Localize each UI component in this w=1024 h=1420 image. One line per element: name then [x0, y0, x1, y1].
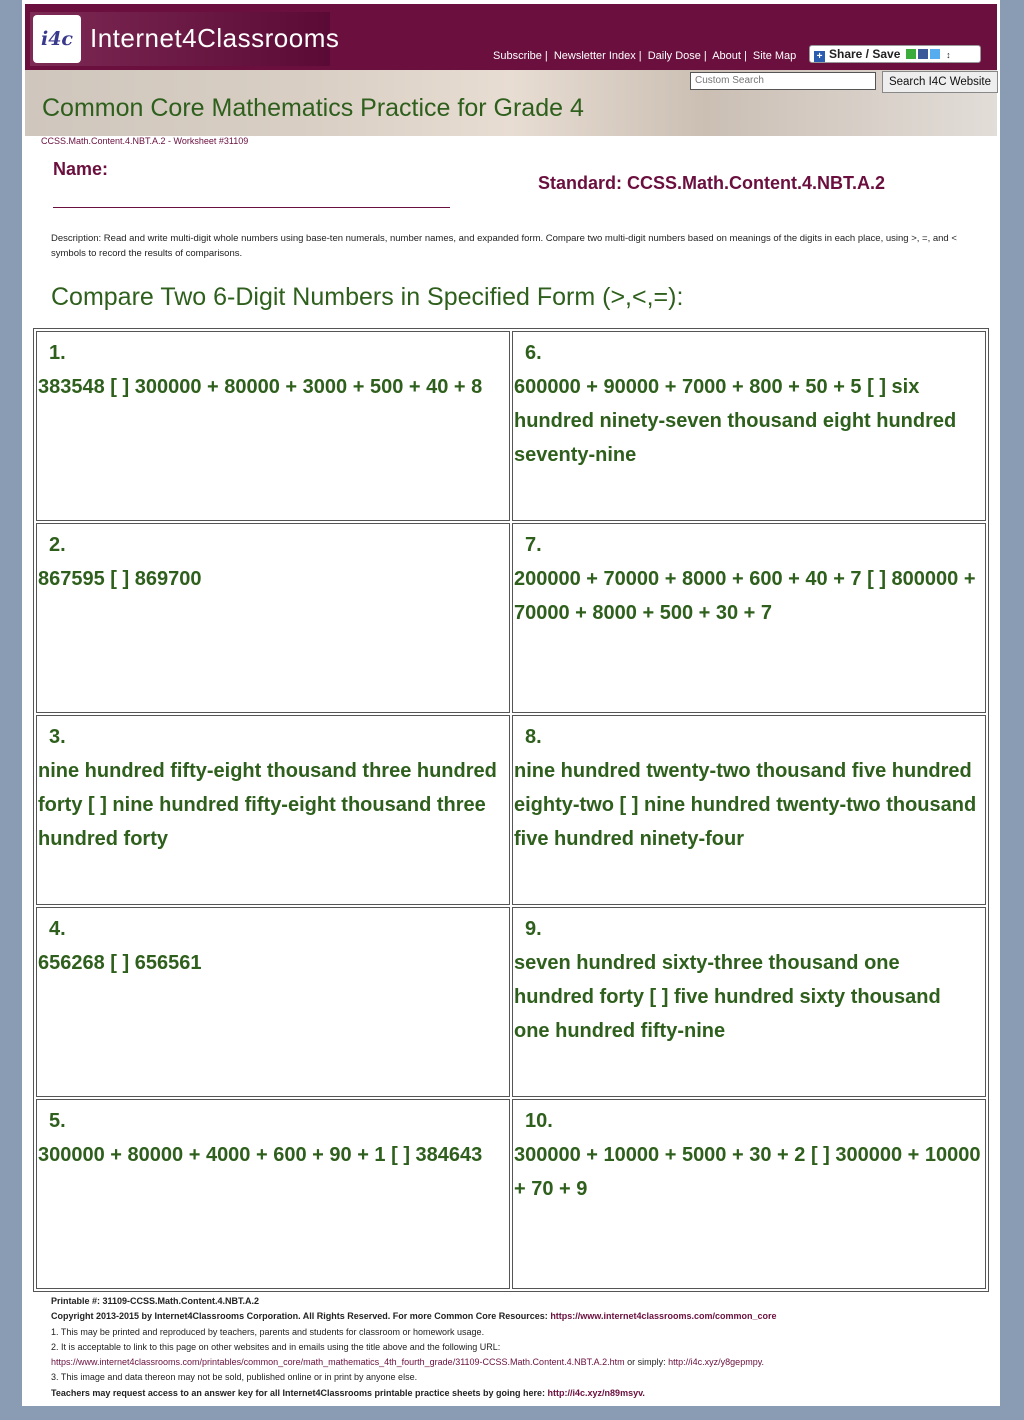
- nav-newsletter-index[interactable]: Newsletter Index: [553, 50, 636, 62]
- problem-number: 5.: [49, 1110, 66, 1132]
- problem-text: 867595 [ ] 869700: [38, 568, 202, 590]
- problem-cell: [512, 907, 986, 1097]
- problem-text: nine hundred fifty-eight thousand three hundred forty [ ] nine hundred fifty-eight thousand three hundred forty: [38, 760, 497, 850]
- problem-number: 6.: [525, 342, 542, 364]
- problem-cell: [512, 1099, 986, 1289]
- problem-number: 10.: [525, 1110, 553, 1132]
- problem-cell: [36, 523, 510, 713]
- problem-number: 4.: [49, 918, 66, 940]
- footer-note-1: 1. This may be printed and reproduced by teachers, parents and students for classroom or homework usage.: [51, 1326, 485, 1337]
- search-button[interactable]: Search I4C Website: [882, 71, 998, 93]
- plus-icon: +: [814, 51, 825, 62]
- problem-number: 7.: [525, 534, 542, 556]
- share-save-button[interactable]: [809, 45, 981, 63]
- nav-subscribe[interactable]: Subscribe: [493, 50, 542, 62]
- search-input[interactable]: [690, 72, 876, 90]
- problem-cell: [36, 1099, 510, 1289]
- problem-number: 1.: [49, 342, 66, 364]
- page-title: Common Core Mathematics Practice for Grade 4: [42, 94, 584, 122]
- problem-text: 600000 + 90000 + 7000 + 800 + 50 + 5 [ ] six hundred ninety-seven thousand eight hundred seventy-nine: [514, 376, 957, 466]
- top-nav: Subscribe | Newsletter Index | Daily Dose | About | Site Map: [493, 50, 797, 62]
- problem-number: 3.: [49, 726, 66, 748]
- footer: [51, 1294, 991, 1401]
- description: Description: Read and write multi-digit whole numbers using base-ten numerals, number names, and expanded form. Compare two multi-digit numbers based on meanings of the digits in each place, using >, =, and < symbols to record the results of comparisons.: [51, 233, 957, 259]
- problem-number: 9.: [525, 918, 542, 940]
- banner: [25, 70, 997, 136]
- problem-number: 2.: [49, 534, 66, 556]
- problem-text: 200000 + 70000 + 8000 + 600 + 40 + 7 [ ] 800000 + 70000 + 8000 + 500 + 30 + 7: [514, 568, 976, 624]
- problem-cell: [36, 907, 510, 1097]
- nav-daily-dose[interactable]: Daily Dose: [647, 50, 701, 62]
- problem-cell: [512, 523, 986, 713]
- worksheet-url-link[interactable]: https://www.internet4classrooms.com/printables/common_core/math_mathematics_4th_fourth_grade/31109-CCSS.Math.Content.4.NBT.A.2.htm: [51, 1357, 625, 1368]
- site-logo[interactable]: [30, 12, 340, 66]
- problem-cell: [512, 715, 986, 905]
- problem-text: 300000 + 10000 + 5000 + 30 + 2 [ ] 300000 + 10000 + 70 + 9: [514, 1144, 981, 1200]
- footer-note-2: 2. It is acceptable to link to this page on other websites and in emails using the title above and the following URL:: [51, 1341, 501, 1352]
- common-core-link[interactable]: https://www.internet4classrooms.com/common_core: [550, 1311, 777, 1322]
- answer-key-link[interactable]: http://i4c.xyz/n89msyv.: [547, 1387, 645, 1398]
- name-line: [53, 207, 450, 208]
- worksheet-page: [22, 0, 1000, 1406]
- footer-or: or simply:: [627, 1357, 666, 1368]
- logo-mark-icon: i4c: [33, 15, 81, 63]
- problem-text: 656268 [ ] 656561: [38, 952, 202, 974]
- copyright: Copyright 2013-2015 by Internet4Classrooms Corporation. All Rights Reserved. For more Common Core Resources:: [51, 1311, 548, 1322]
- problem-number: 8.: [525, 726, 542, 748]
- problem-grid: [33, 328, 989, 1292]
- twitter-icon: [930, 49, 940, 59]
- problem-cell: [512, 331, 986, 521]
- site-name: Internet4Classrooms: [90, 23, 340, 53]
- problem-cell: [36, 331, 510, 521]
- facebook-icon: [918, 49, 928, 59]
- updown-arrow-icon: ↕: [946, 50, 951, 60]
- problem-text: seven hundred sixty-three thousand one hundred forty [ ] five hundred sixty thousand one hundred fifty-nine: [514, 952, 941, 1042]
- breadcrumb: CCSS.Math.Content.4.NBT.A.2 - Worksheet #31109: [41, 136, 249, 146]
- short-url-link[interactable]: http://i4c.xyz/y8gepmpy.: [668, 1357, 765, 1368]
- name-label: Name:: [53, 159, 109, 179]
- problem-text: 300000 + 80000 + 4000 + 600 + 90 + 1 [ ] 384643: [38, 1144, 483, 1166]
- problem-cell: [36, 715, 510, 905]
- nav-about[interactable]: About: [712, 50, 741, 62]
- footer-note-3: 3. This image and data thereon may not be sold, published online or in print by anyone else.: [51, 1372, 418, 1383]
- worksheet-title: Compare Two 6-Digit Numbers in Specified Form (>,<,=):: [51, 283, 684, 311]
- standard-label: Standard: CCSS.Math.Content.4.NBT.A.2: [538, 173, 886, 193]
- problem-text: 383548 [ ] 300000 + 80000 + 3000 + 500 + 40 + 8: [38, 376, 483, 398]
- email-share-icon: [906, 49, 916, 59]
- share-label: Share / Save: [829, 47, 901, 61]
- site-header: [25, 4, 997, 70]
- nav-site-map[interactable]: Site Map: [752, 50, 797, 62]
- problem-text: nine hundred twenty-two thousand five hundred eighty-two [ ] nine hundred twenty-two thousand five hundred ninety-four: [514, 760, 977, 850]
- printable-number: Printable #: 31109-CCSS.Math.Content.4.NBT.A.2: [51, 1296, 260, 1306]
- answer-key-text: Teachers may request access to an answer key for all Internet4Classrooms printable practice sheets by going here:: [51, 1387, 546, 1398]
